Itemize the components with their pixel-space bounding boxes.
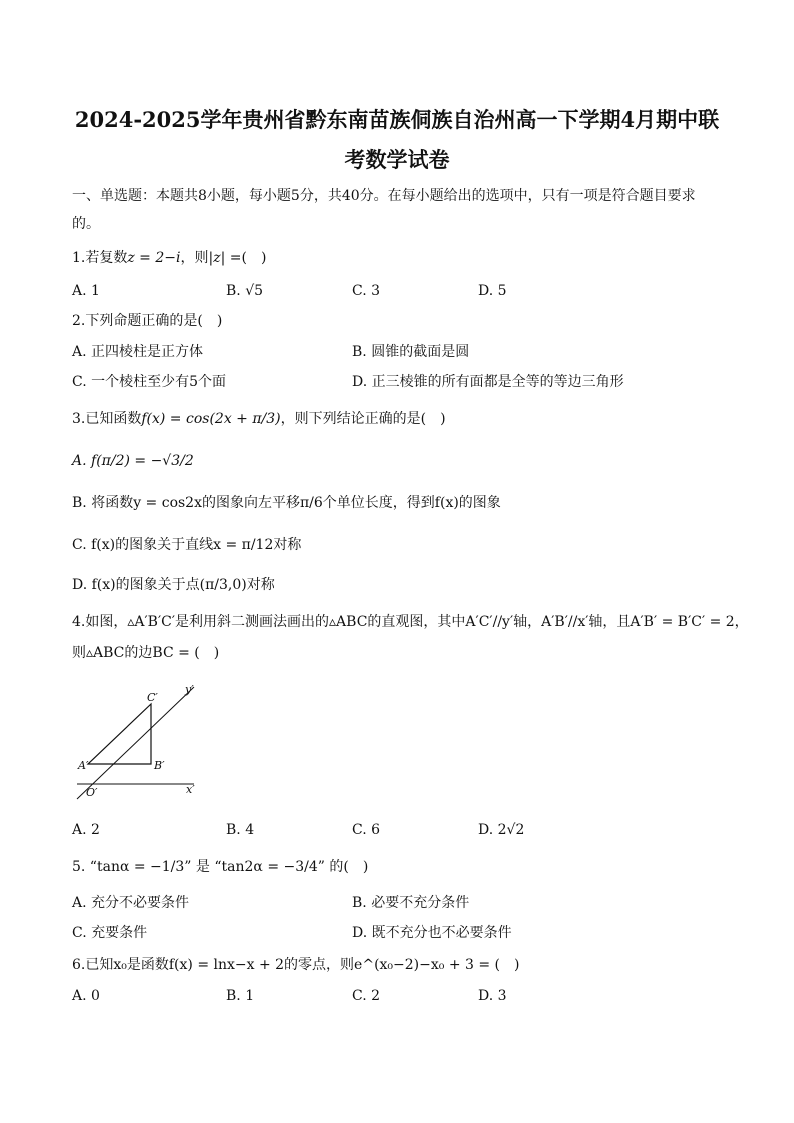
q3-option-d: D. f(x)的图象关于点(π/3,0)对称: [72, 577, 275, 593]
question-1: [72, 248, 266, 268]
q2-option-a: A. 正四棱柱是正方体: [72, 344, 204, 360]
question-2: 2.下列命题正确的是( ): [72, 313, 223, 329]
label-a: A′: [78, 759, 89, 772]
section-intro-line1: 一、单选题：本题共8小题，每小题5分，共40分。在每小题给出的选项中，只有一项是符合题目要求: [72, 188, 696, 204]
q1-option-d: D. 5: [478, 283, 507, 299]
q4-option-c: C. 6: [352, 822, 381, 838]
label-o: O′: [86, 786, 98, 799]
oblique-projection-figure: [72, 682, 212, 804]
q1-option-a: A. 1: [72, 283, 100, 299]
q2-option-d: D. 正三棱锥的所有面都是全等的等边三角形: [352, 374, 624, 390]
q4-option-a: A. 2: [72, 822, 100, 838]
q1-suffix: ( ): [241, 250, 267, 266]
label-x: x′: [186, 783, 195, 796]
y-axis-line: [77, 687, 194, 799]
q1-expr: z = 2−i: [127, 250, 181, 266]
q1-option-c: C. 3: [352, 283, 381, 299]
q6-option-b: B. 1: [226, 988, 255, 1004]
q1-prefix: 1.若复数: [72, 250, 128, 266]
exam-title-line2: 考数学试卷: [344, 147, 450, 172]
q6-option-c: C. 2: [352, 988, 381, 1004]
q3-option-c: C. f(x)的图象关于直线x = π/12对称: [72, 537, 302, 553]
q1-option-b: B. √5: [226, 283, 264, 299]
q4-option-b: B. 4: [226, 822, 255, 838]
label-b: B′: [154, 759, 165, 772]
section-intro-line2: 的。: [72, 216, 100, 232]
question-6: 6.已知x₀是函数f(x) = lnx−x + 2的零点，则e^(x₀−2)−x₀ + 3 = ( ): [72, 957, 520, 973]
q1-abs: |z| =: [208, 250, 242, 266]
q3-option-b: B. 将函数y = cos2x的图象向左平移π/6个单位长度，得到f(x)的图象: [72, 495, 501, 511]
figure-svg: [72, 682, 212, 804]
q2-option-b: B. 圆锥的截面是圆: [352, 344, 470, 360]
q3-func: f(x) = cos(2x + π/3): [141, 411, 281, 427]
q5-option-d: D. 既不充分也不必要条件: [352, 925, 512, 941]
q5-option-c: C. 充要条件: [72, 925, 148, 941]
question-4-line2: 则▵ABC的边BC = ( ): [72, 645, 220, 661]
q5-option-a: A. 充分不必要条件: [72, 895, 190, 911]
exam-title-line1: 2024-2025学年贵州省黔东南苗族侗族自治州高一下学期4月期中联: [74, 107, 720, 132]
q3-option-a: A. f(π/2) = −√3/2: [72, 453, 194, 469]
q5-option-b: B. 必要不充分条件: [352, 895, 470, 911]
question-4-line1: 4.如图，▵A′B′C′是利用斜二测画法画出的▵ABC的直观图，其中A′C′//y′轴，A′B′//x′轴，且A′B′ = B′C′ = 2，: [72, 614, 749, 630]
q3-prefix: 3.已知函数: [72, 411, 142, 427]
q6-option-d: D. 3: [478, 988, 507, 1004]
q4-option-d: D. 2√2: [478, 822, 525, 838]
q3-suffix: ，则下列结论正确的是( ): [280, 411, 446, 427]
q6-option-a: A. 0: [72, 988, 100, 1004]
question-3: [72, 409, 446, 429]
q1-mid: ，则: [180, 250, 209, 266]
label-c: C′: [147, 691, 158, 704]
question-5: 5. “tanα = −1/3” 是 “tan2α = −3/4” 的( ): [72, 859, 369, 875]
label-y: y′: [185, 683, 194, 696]
q2-option-c: C. 一个棱柱至少有5个面: [72, 374, 227, 390]
triangle-abc: [88, 704, 151, 764]
